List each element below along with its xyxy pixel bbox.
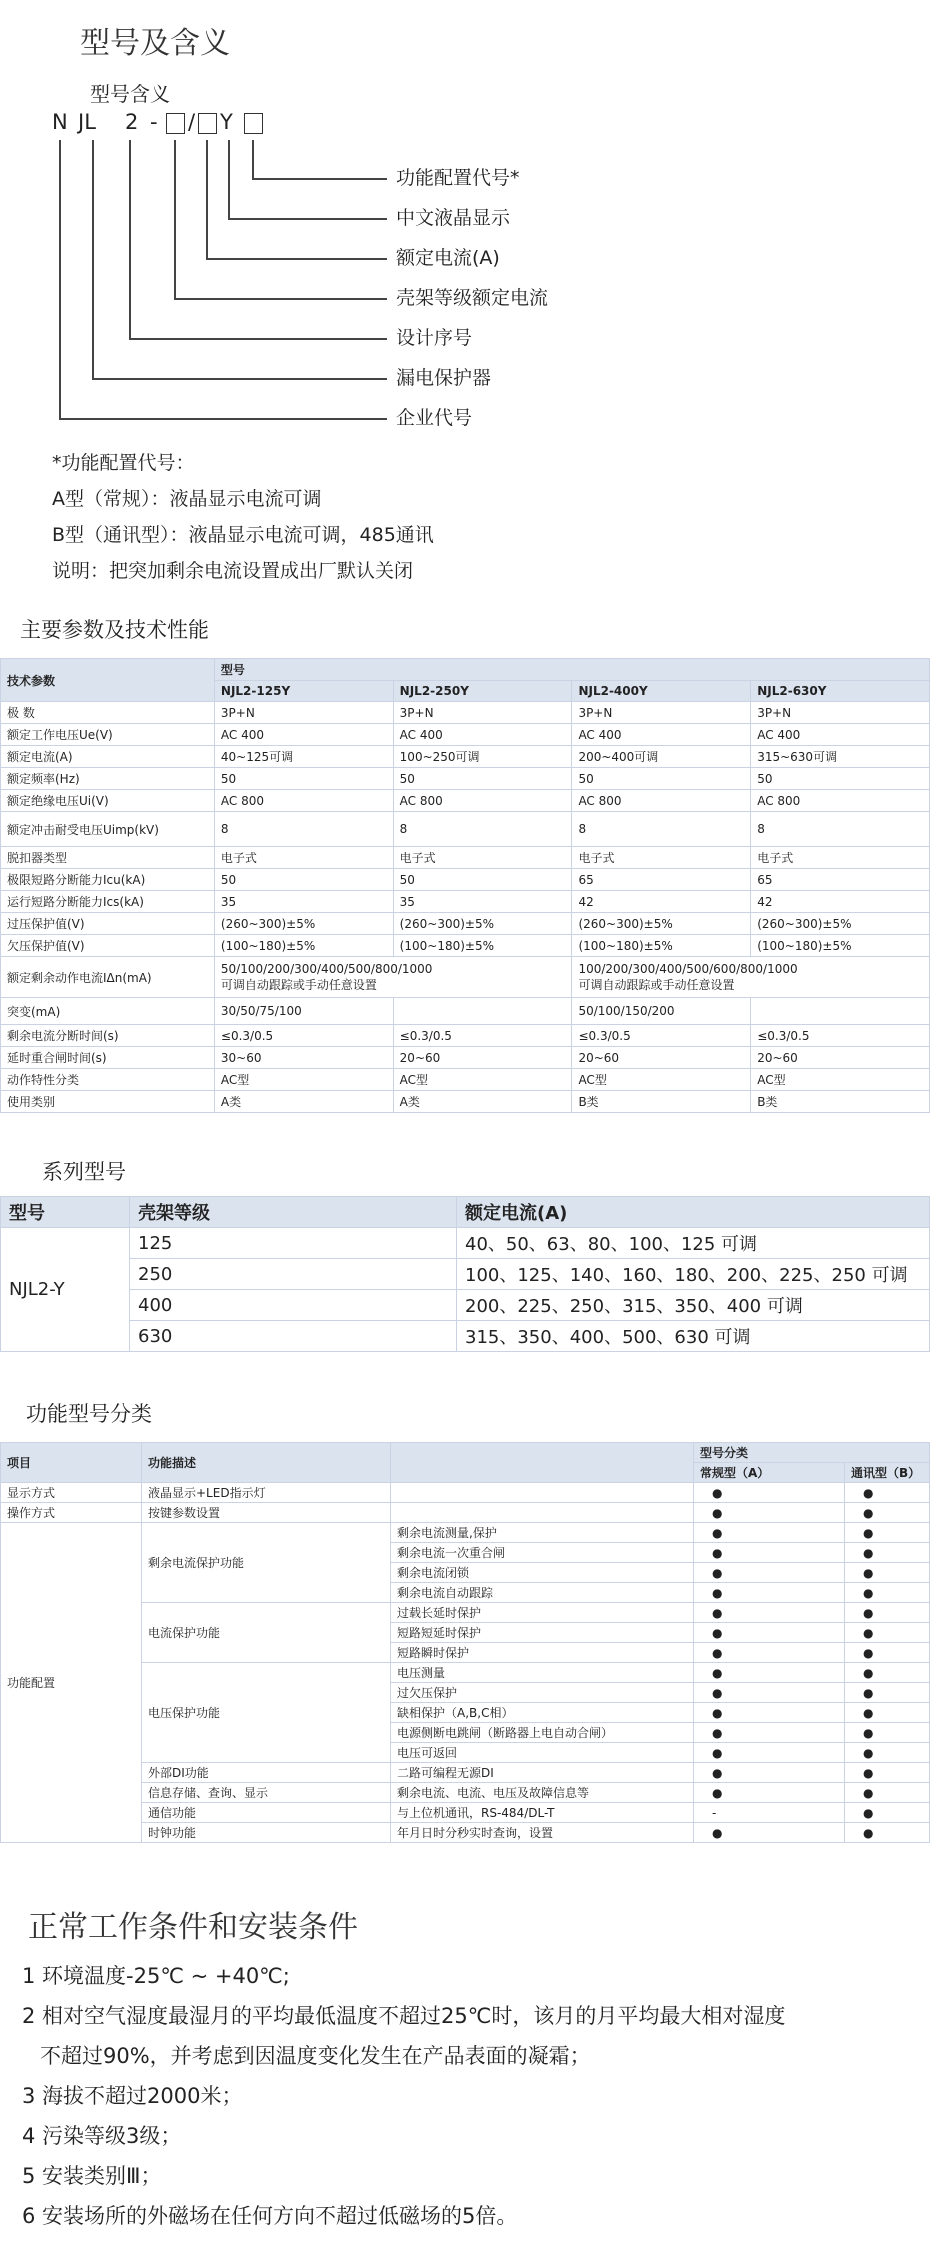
group: 电流保护功能: [142, 1603, 391, 1663]
model-col: NJL2-400Y: [572, 681, 751, 702]
param-value: (260~300)±5%: [214, 913, 393, 935]
param-value: AC型: [214, 1069, 393, 1091]
param-value: 42: [751, 891, 930, 913]
param-value: 50: [751, 768, 930, 790]
param-value: ≤0.3/0.5: [572, 1025, 751, 1047]
sub: 电压可返回: [391, 1743, 694, 1763]
param-value: 20~60: [572, 1047, 751, 1069]
sub: 剩余电流测量,保护: [391, 1523, 694, 1543]
residual-a: 50/100/200/300/400/500/800/1000 可调自动跟踪或手动任意设置: [214, 957, 572, 998]
param-name: 额定冲击耐受电压Uimp(kV): [1, 812, 215, 847]
hdr-model: 型号: [214, 659, 929, 681]
param-value: 3P+N: [393, 702, 572, 724]
note-3: B型（通讯型）：液晶显示电流可调，485通讯: [52, 524, 434, 546]
series-model: NJL2-Y: [1, 1228, 130, 1352]
note-1: *功能配置代号：: [52, 452, 195, 474]
desc: 按键参数设置: [142, 1503, 391, 1523]
h-a: 常规型（A）: [694, 1463, 845, 1483]
sub: 过欠压保护: [391, 1683, 694, 1703]
h-model: 型号: [1, 1197, 130, 1228]
param-value: AC 800: [751, 790, 930, 812]
sub: 剩余电流、电流、电压及故障信息等: [391, 1783, 694, 1803]
param-value: (100~180)±5%: [393, 935, 572, 957]
model-col: NJL2-125Y: [214, 681, 393, 702]
code-dash: -: [150, 110, 158, 134]
param-name: 额定工作电压Ue(V): [1, 724, 215, 746]
param-value: AC 400: [393, 724, 572, 746]
frame: 250: [130, 1259, 457, 1290]
param-value: 电子式: [214, 847, 393, 869]
param-name: 脱扣器类型: [1, 847, 215, 869]
code-y: Y: [220, 110, 233, 134]
param-value: 50: [393, 768, 572, 790]
param-name: 额定绝缘电压Ui(V): [1, 790, 215, 812]
param-value: (100~180)±5%: [214, 935, 393, 957]
param-name: 剩余电流分断时间(s): [1, 1025, 215, 1047]
param-value: 3P+N: [572, 702, 751, 724]
h-class: 型号分类: [694, 1443, 930, 1463]
model-col: NJL2-250Y: [393, 681, 572, 702]
param-value: AC 400: [214, 724, 393, 746]
current: 100、125、140、160、180、200、225、250 可调: [457, 1259, 930, 1290]
param-name: 运行短路分断能力Ics(kA): [1, 891, 215, 913]
param-value: 40~125可调: [214, 746, 393, 768]
param-name: 额定频率(Hz): [1, 768, 215, 790]
param-value: 50: [214, 768, 393, 790]
code-slash: /: [188, 110, 196, 134]
label-lcd: 中文液晶显示: [396, 207, 511, 229]
item: 显示方式: [1, 1483, 142, 1503]
param-value: B类: [572, 1091, 751, 1113]
sub: 剩余电流闭锁: [391, 1563, 694, 1583]
param-value: ≤0.3/0.5: [214, 1025, 393, 1047]
group: 外部DI功能: [142, 1763, 391, 1783]
code-2: 2: [125, 110, 139, 134]
param-name: 欠压保护值(V): [1, 935, 215, 957]
param-value: 3P+N: [214, 702, 393, 724]
param-value: 35: [214, 891, 393, 913]
param-value: AC 400: [572, 724, 751, 746]
param-value: 42: [572, 891, 751, 913]
residual-b: 100/200/300/400/500/600/800/1000 可调自动跟踪或手动任意设置: [572, 957, 930, 998]
note-4: 说明：把突加剩余电流设置成出厂默认关闭: [52, 560, 414, 582]
current: 315、350、400、500、630 可调: [457, 1321, 930, 1352]
group: 电压保护功能: [142, 1663, 391, 1763]
label-design-no: 设计序号: [396, 327, 473, 349]
param-value: 20~60: [393, 1047, 572, 1069]
sudden-a: 30/50/75/100: [214, 998, 393, 1025]
section-title-function: 功能型号分类: [26, 1402, 152, 1426]
param-value: 50: [214, 869, 393, 891]
code-box-2: [198, 113, 217, 134]
param-value: ≤0.3/0.5: [393, 1025, 572, 1047]
section-title-conditions: 正常工作条件和安装条件: [28, 1910, 358, 1945]
param-value: 100~250可调: [393, 746, 572, 768]
frame: 630: [130, 1321, 457, 1352]
param-value: 8: [393, 812, 572, 847]
param-value: 8: [214, 812, 393, 847]
condition-line: 3 海拔不超过2000米；: [22, 2084, 243, 2108]
param-value: AC 800: [393, 790, 572, 812]
sub: 二路可编程无源DI: [391, 1763, 694, 1783]
item: 功能配置: [1, 1523, 142, 1843]
sub: 年月日时分秒实时查询，设置: [391, 1823, 694, 1843]
param-value: 20~60: [751, 1047, 930, 1069]
param-value: (100~180)±5%: [751, 935, 930, 957]
param-value: (100~180)±5%: [572, 935, 751, 957]
sub: 缺相保护（A,B,C相）: [391, 1703, 694, 1723]
param-value: 8: [572, 812, 751, 847]
series-table: [0, 1196, 930, 1352]
group: 时钟功能: [142, 1823, 391, 1843]
param-value: AC 800: [214, 790, 393, 812]
param-name: 使用类别: [1, 1091, 215, 1113]
sub: 剩余电流一次重合闸: [391, 1543, 694, 1563]
code-n: N: [52, 110, 68, 134]
param-name: 过压保护值(V): [1, 913, 215, 935]
param-value: 65: [572, 869, 751, 891]
current: 40、50、63、80、100、125 可调: [457, 1228, 930, 1259]
param-value: 30~60: [214, 1047, 393, 1069]
param-value: (260~300)±5%: [751, 913, 930, 935]
param-value: ≤0.3/0.5: [751, 1025, 930, 1047]
param-value: (260~300)±5%: [572, 913, 751, 935]
code-box-3: [244, 113, 263, 134]
param-name: 极限短路分断能力Icu(kA): [1, 869, 215, 891]
section-title-model: 型号及含义: [80, 26, 230, 61]
label-frame-current: 壳架等级额定电流: [396, 287, 549, 309]
param-name: 突变(mA): [1, 998, 215, 1025]
item: 操作方式: [1, 1503, 142, 1523]
sub: 短路瞬时保护: [391, 1643, 694, 1663]
label-rcd: 漏电保护器: [396, 367, 492, 389]
param-value: A类: [393, 1091, 572, 1113]
group: 通信功能: [142, 1803, 391, 1823]
current: 200、225、250、315、350、400 可调: [457, 1290, 930, 1321]
param-name: 额定剩余动作电流IΔn(mA): [1, 957, 215, 998]
section-title-params: 主要参数及技术性能: [20, 618, 209, 642]
hdr-param: 技术参数: [1, 659, 215, 702]
param-value: 65: [751, 869, 930, 891]
params-table: [0, 658, 930, 1113]
param-value: AC型: [393, 1069, 572, 1091]
param-name: 极 数: [1, 702, 215, 724]
param-value: 50: [572, 768, 751, 790]
frame: 400: [130, 1290, 457, 1321]
param-value: 315~630可调: [751, 746, 930, 768]
section-title-series: 系列型号: [42, 1160, 126, 1184]
param-value: 电子式: [751, 847, 930, 869]
condition-line: 4 污染等级3级；: [22, 2124, 182, 2148]
param-value: (260~300)±5%: [393, 913, 572, 935]
sub: 短路短延时保护: [391, 1623, 694, 1643]
sub: 过载长延时保护: [391, 1603, 694, 1623]
param-value: 电子式: [393, 847, 572, 869]
condition-line: 不超过90%，并考虑到因温度变化发生在产品表面的凝霜；: [40, 2044, 591, 2068]
frame: 125: [130, 1228, 457, 1259]
param-value: AC 800: [572, 790, 751, 812]
param-name: 动作特性分类: [1, 1069, 215, 1091]
label-rated-current: 额定电流(A): [396, 247, 500, 269]
sub: 电压测量: [391, 1663, 694, 1683]
sudden-b: 50/100/150/200: [572, 998, 751, 1025]
function-table: 项目 功能描述 型号分类 常规型（A） 通讯型（B） 显示方式 液晶显示+LED指示灯 ● ● 操作方式 按键参数设置 ● ● 功能配置 剩余电流保护功能 剩余电流测量,保护 ● ● 剩余电流一次重合闸 ● ● 剩余电流闭锁 ● ● 剩余电流自动跟踪 ● ● 电流保护功能 过载长延时保护 ● ● 短路短延时保护 ● ● 短路瞬时保护 ● ● 电压保护功能 电压测量 ● ● 过欠压保护 ● ● 缺相保护（A,B,C相） ● ● 电源侧断电跳闸（断路器上电自动合闸） ● ● 电压可返回 ● ● 外部DI功能 二路可编程无源DI ● ● 信息存储、查询、显示 剩余电流、电流、电压及故障信息等 ● ● 通信功能 与上位机通讯，RS-484/DL-T - ● 时钟功能 年月日时分秒实时查询，设置 ● ●: [0, 1442, 930, 1843]
sub: 电源侧断电跳闸（断路器上电自动合闸）: [391, 1723, 694, 1743]
param-value: 电子式: [572, 847, 751, 869]
model-meaning-subtitle: 型号含义: [90, 82, 170, 106]
group: 信息存储、查询、显示: [142, 1783, 391, 1803]
label-function-code: 功能配置代号*: [396, 167, 520, 189]
param-value: AC型: [751, 1069, 930, 1091]
param-name: 延时重合闸时间(s): [1, 1047, 215, 1069]
condition-line: 1 环境温度-25℃ ~ +40℃;: [22, 1964, 290, 1988]
param-value: 3P+N: [751, 702, 930, 724]
param-value: 35: [393, 891, 572, 913]
param-value: B类: [751, 1091, 930, 1113]
param-value: A类: [214, 1091, 393, 1113]
code-box-1: [166, 113, 185, 134]
label-company-code: 企业代号: [396, 407, 473, 429]
h-current: 额定电流(A): [457, 1197, 930, 1228]
note-2: A型（常规）：液晶显示电流可调: [52, 488, 322, 510]
h-frame: 壳架等级: [130, 1197, 457, 1228]
param-value: 50: [393, 869, 572, 891]
param-value: 8: [751, 812, 930, 847]
param-value: AC 400: [751, 724, 930, 746]
h-b: 通讯型（B）: [845, 1463, 930, 1483]
param-value: AC型: [572, 1069, 751, 1091]
param-value: 200~400可调: [572, 746, 751, 768]
code-jl: JL: [78, 110, 96, 134]
h-item: 项目: [1, 1443, 142, 1483]
desc: 液晶显示+LED指示灯: [142, 1483, 391, 1503]
sub: 与上位机通讯，RS-484/DL-T: [391, 1803, 694, 1823]
param-name: 额定电流(A): [1, 746, 215, 768]
condition-line: 2 相对空气湿度最湿月的平均最低温度不超过25℃时，该月的月平均最大相对湿度: [22, 2004, 786, 2028]
sub: 剩余电流自动跟踪: [391, 1583, 694, 1603]
model-col: NJL2-630Y: [751, 681, 930, 702]
group: 剩余电流保护功能: [142, 1523, 391, 1603]
condition-line: 5 安装类别Ⅲ；: [22, 2164, 162, 2188]
h-desc: 功能描述: [142, 1443, 391, 1483]
condition-line: 6 安装场所的外磁场在任何方向不超过低磁场的5倍。: [22, 2204, 518, 2228]
